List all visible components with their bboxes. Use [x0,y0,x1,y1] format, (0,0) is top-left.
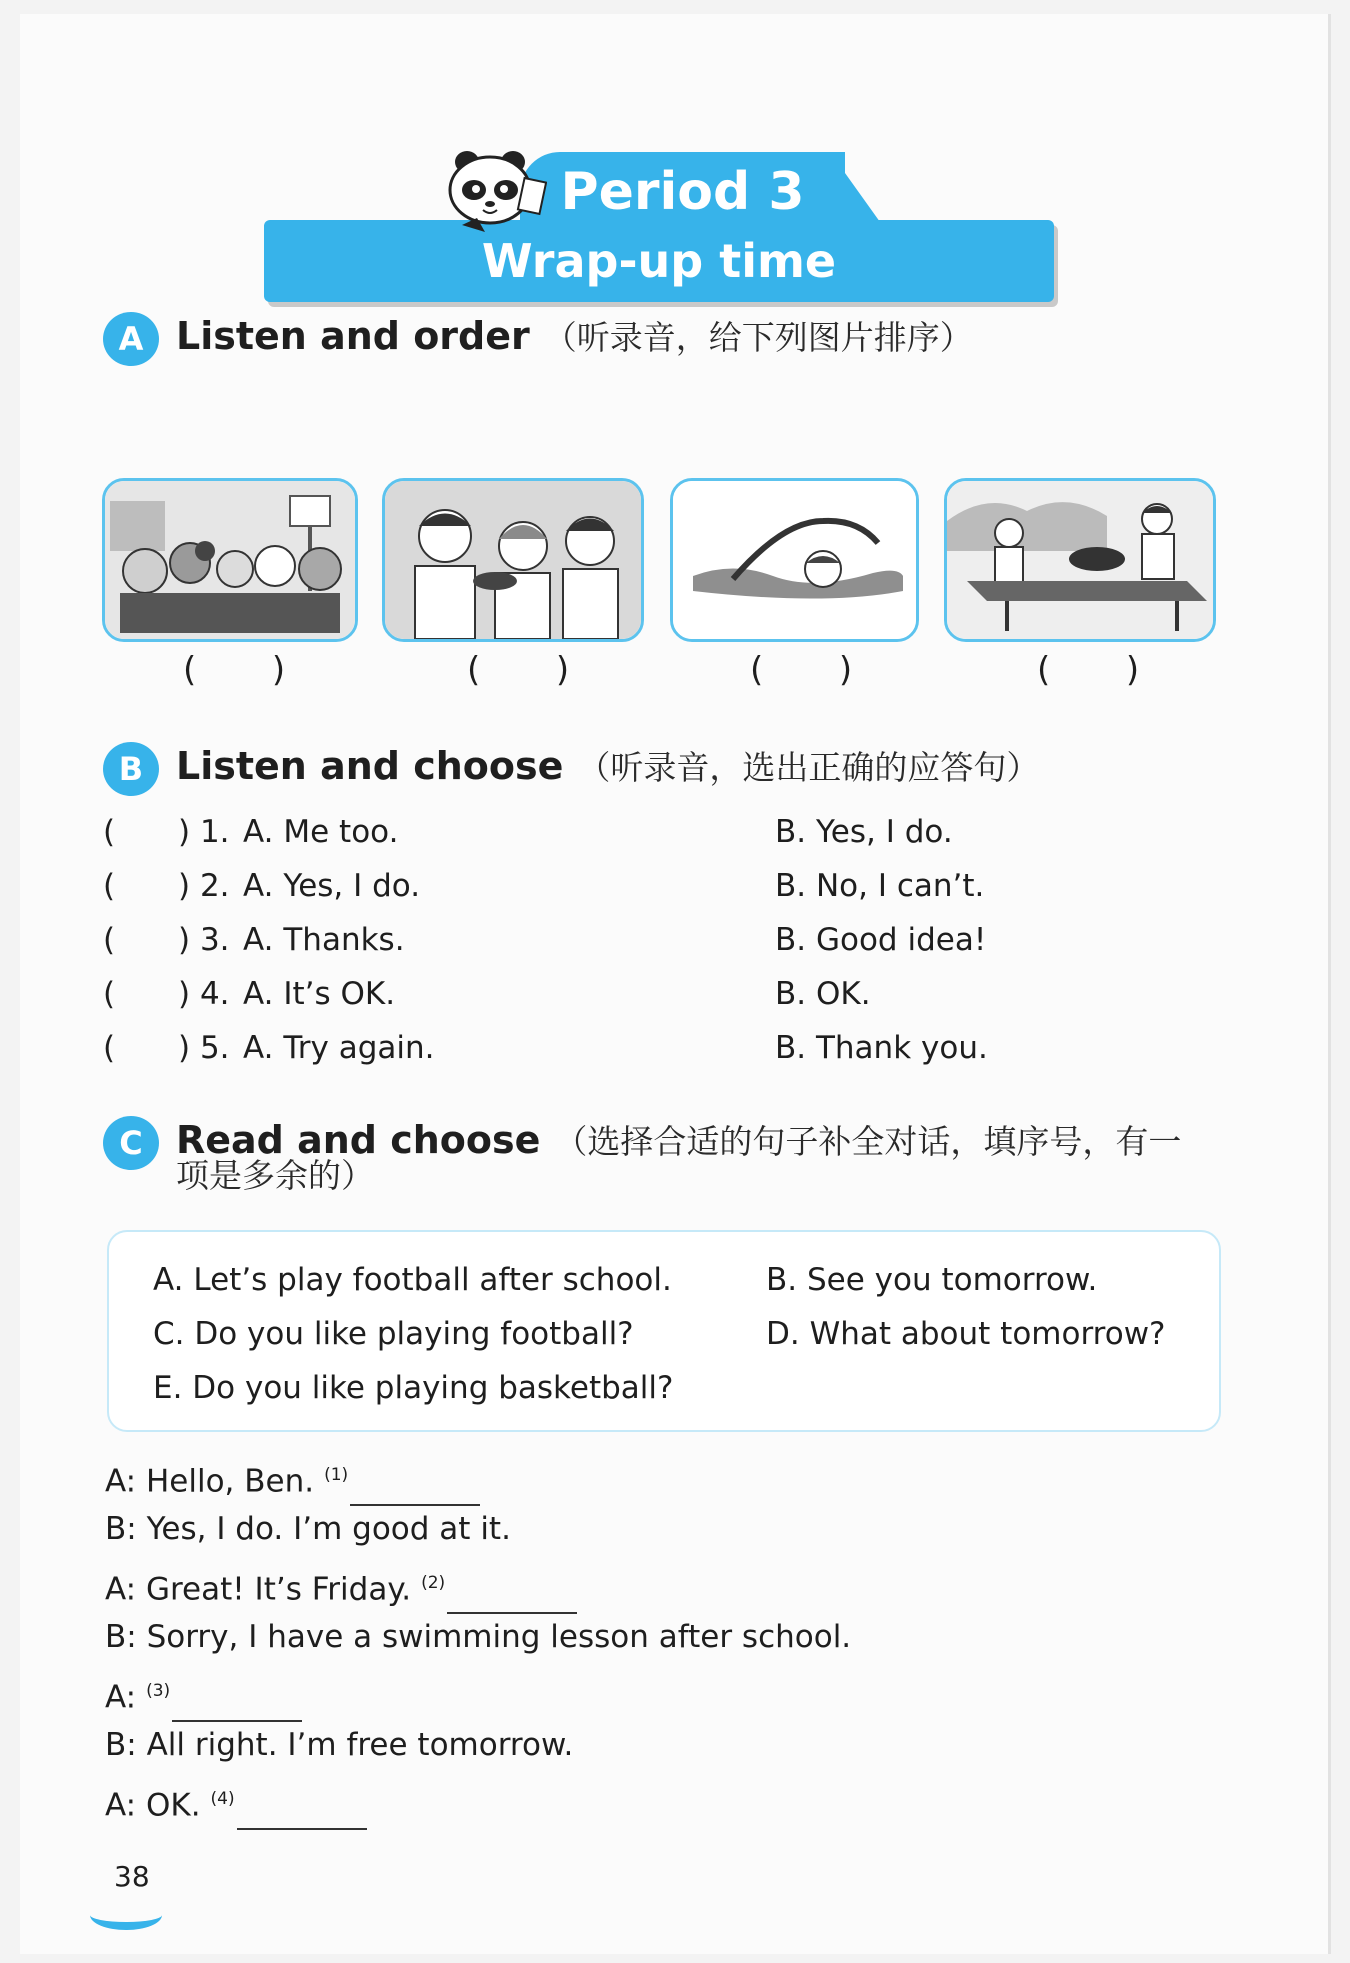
answer-bracket[interactable]: ( [103,814,116,850]
answer-bracket[interactable]: ( ) [467,650,570,690]
swimming-picture [670,478,919,642]
answer-bracket[interactable]: ( ) [750,650,853,690]
choice-option: A. Let’s play football after school. [153,1262,672,1298]
option-b: B. Yes, I do. [775,814,953,850]
option-a: A. Thanks. [243,922,405,958]
dialogue-line [105,1558,577,1614]
section-a-badge: A [103,312,159,366]
choice-option: B. See you tomorrow. [766,1262,1098,1298]
answer-bracket[interactable]: ( [103,1030,116,1066]
section-b-title: Listen and choose [176,744,564,788]
options-box [107,1230,1221,1432]
choice-option: E. Do you like playing basketball? [153,1370,674,1406]
boys-sharing-picture [382,478,644,642]
dialogue-line [105,1450,480,1506]
section-a-title: Listen and order [176,314,530,358]
answer-blank[interactable] [350,1470,480,1506]
section-b-badge: B [103,742,159,796]
dialogue-line [105,1720,573,1770]
option-a: A. Me too. [243,814,399,850]
blank-number: (1) [324,1465,349,1485]
option-b: B. Good idea! [775,922,987,958]
blank-number: (3) [146,1681,171,1701]
dialogue-text: A: OK. [105,1787,201,1824]
answer-blank[interactable] [447,1578,577,1614]
page-number: 38 [114,1860,150,1893]
page-subtitle: Wrap-up time [481,234,837,288]
dialogue-text: B: Sorry, I have a swimming lesson after school. [105,1619,852,1655]
dialogue-line [105,1774,367,1830]
section-a-instruction: （听录音，给下列图片排序） [543,318,973,357]
dialogue-text: A: [105,1679,137,1716]
option-a: A. It’s OK. [243,976,396,1012]
friends-with-ball-picture [102,478,358,642]
choice-option: C. Do you like playing football? [153,1316,634,1352]
dialogue-line [105,1504,511,1554]
section-c-title: Read and choose [176,1118,541,1162]
answer-bracket[interactable]: ( [103,922,116,958]
dialogue-text: A: Hello, Ben. [105,1463,315,1500]
question-number: ) 2. [178,868,230,904]
section-c-instruction: （选择合适的句子补全对话，填序号，有一 [554,1122,1182,1161]
period-title: Period 3 [560,162,805,222]
question-number: ) 5. [178,1030,230,1066]
question-number: ) 4. [178,976,230,1012]
option-a: A. Yes, I do. [243,868,421,904]
answer-blank[interactable] [237,1794,367,1830]
dialogue-line [105,1612,851,1662]
table-tennis-picture [944,478,1216,642]
choice-option: D. What about tomorrow? [766,1316,1166,1352]
question-number: ) 3. [178,922,230,958]
question-number: ) 1. [178,814,230,850]
answer-blank[interactable] [172,1686,302,1722]
option-b: B. OK. [775,976,871,1012]
answer-bracket[interactable]: ( ) [183,650,286,690]
blank-number: (2) [421,1573,446,1593]
option-b: B. Thank you. [775,1030,988,1066]
answer-bracket[interactable]: ( [103,976,116,1012]
page-number-swoosh [90,1900,162,1930]
section-c-badge: C [103,1116,159,1170]
option-a: A. Try again. [243,1030,435,1066]
answer-bracket[interactable]: ( [103,868,116,904]
blank-number: (4) [210,1789,235,1809]
panda-mascot-icon [437,150,547,240]
section-c-instruction-continued: 项是多余的） [176,1156,374,1195]
dialogue-text: A: Great! It’s Friday. [105,1571,412,1608]
answer-bracket[interactable]: ( ) [1037,650,1140,690]
dialogue-text: B: All right. I’m free tomorrow. [105,1727,574,1763]
dialogue-text: B: Yes, I do. I’m good at it. [105,1511,511,1547]
option-b: B. No, I can’t. [775,868,985,904]
dialogue-line [105,1666,302,1722]
section-b-instruction: （听录音，选出正确的应答句） [577,748,1040,787]
